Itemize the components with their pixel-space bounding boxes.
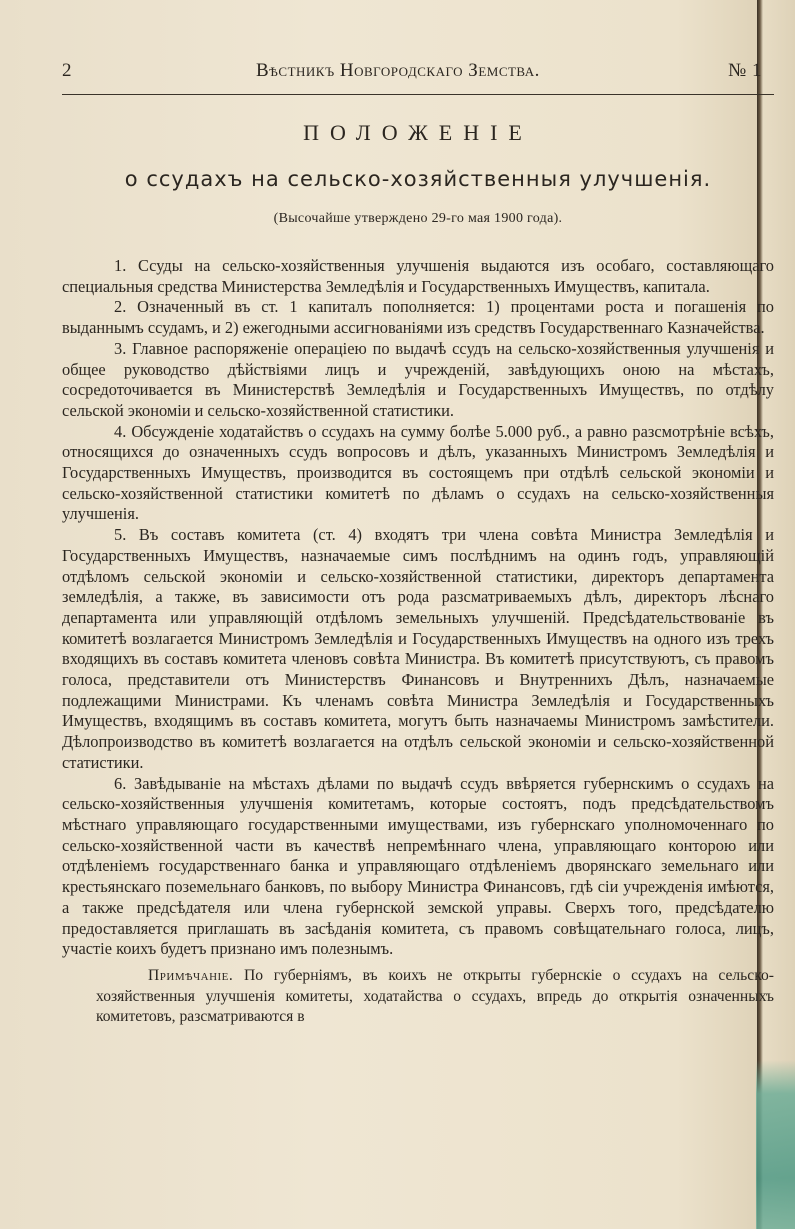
journal-title: Вѣстникъ Новгородскаго Земства. (256, 60, 540, 81)
paragraph-2: 2. Означенный въ ст. 1 капиталъ пополняется: 1) процентами роста и погашенія по выданнымъ ссудамъ, и 2) ежегодными ассигнованіями изъ средствъ Государственнаго Казначейства. (62, 297, 774, 338)
page-number: 2 (62, 60, 72, 81)
teal-tape-stain (756, 1060, 795, 1229)
header-rule (62, 94, 774, 95)
paragraph-5: 5. Въ составъ комитета (ст. 4) входятъ три члена совѣта Министра Земледѣлія и Государственныхъ Имуществъ, назначаемые симъ послѣднимъ на одинъ годъ, управляющій отдѣломъ сельской экономіи и сельско-хозяйственной статистики, директоръ департамента земледѣлія, а также, въ зависимости отъ рода разсматриваемыхъ дѣлъ, директоръ лѣснаго департамента или управляющій отдѣломъ земельныхъ улучшеній. Предсѣдательствованіе въ комитетѣ возлагается Министромъ Земледѣлія и Государственныхъ Имуществъ на одного изъ трехъ входящихъ въ составъ комитета членовъ совѣта Министра. Въ комитетѣ присутствуютъ, съ правомъ голоса, представители отъ Министерствъ Финансовъ и Внутреннихъ Дѣлъ, назначаемые подлежащими Министрами. Къ членамъ совѣта Министра Земледѣлія и Государственныхъ Имуществъ, входящимъ въ составъ комитета, могутъ быть назначаемы Министромъ замѣстители. Дѣлопроизводство въ комитетѣ возлагается на отдѣлъ сельской экономіи и сельско-хозяйственной статистики. (62, 525, 774, 772)
running-header (62, 60, 762, 90)
footnote-text: По губерніямъ, въ коихъ не открыты губернскіе о ссудахъ на сельско-хозяйственныя улучшенія комитеты, ходатайства о ссудахъ, впредь до открытія означенныхъ комитетовъ, разсматриваются в (96, 966, 774, 1026)
footnote-label: Примѣчаніе. (148, 966, 234, 984)
issue-number: № 1 (728, 60, 762, 81)
paragraph-4: 4. Обсужденіе ходатайствъ о ссудахъ на сумму болѣе 5.000 руб., а равно разсмотрѣніе всѣхъ, относящихся до означенныхъ ссудъ вопросовъ и дѣлъ, указанныхъ Министромъ Земледѣлія и Государственныхъ Имуществъ, производится въ состоящемъ при отдѣлѣ сельской экономіи и сельско-хозяйственной статистики комитетѣ по дѣламъ о ссудахъ на сельско-хозяйственныя улучшенія. (62, 421, 774, 524)
paragraph-6: 6. Завѣдываніе на мѣстахъ дѣлами по выдачѣ ссудъ ввѣряется губернскимъ о ссудахъ на сельско-хозяйственныя улучшенія комитетамъ, которые состоятъ, подъ предсѣдательствомъ мѣстнаго управляющаго государственными имуществами, изъ губернскаго уполномоченнаго по сельско-хозяйственной части въ качествѣ непремѣннаго члена, управляющаго конторою или отдѣленіемъ государственнаго банка и управляющаго отдѣленіемъ дворянскаго земельнаго или крестьянскаго поземельнаго банковъ, по выбору Министра Финансовъ, гдѣ сіи учрежденія имѣются, а также предсѣдателя или члена губернской земской управы. Сверхъ того, предсѣдателю предоставляется приглашать въ засѣданія комитета, съ правомъ совѣщательнаго голоса, лицъ, участіе коихъ будетъ признано имъ полезнымъ. (62, 773, 774, 959)
document-body (62, 256, 774, 1028)
document-title: ПОЛОЖЕНІЕ (303, 120, 533, 145)
paragraph-1: 1. Ссуды на сельско-хозяйственныя улучшенія выдаются изъ особаго, составляющаго специальныя средства Министерства Земледѣлія и Государственныхъ Имуществъ, капитала. (62, 256, 774, 296)
footnote (62, 966, 774, 1028)
approval-note: (Высочайше утверждено 29-го мая 1900 года). (273, 211, 563, 226)
document-subtitle: о ссудахъ на сельско-хозяйственныя улучшенія. (124, 167, 712, 191)
paragraph-3: 3. Главное распоряженіе операціею по выдачѣ ссудъ на сельско-хозяйственныя улучшенія и общее руководство дѣйствіями лицъ и учрежденій, завѣдующихъ оною на мѣстахъ, сосредоточивается въ Министерствѣ Земледѣлія и Государственныхъ Имуществъ, по отдѣлу сельской экономіи и сельско-хозяйственной статистики. (62, 338, 774, 420)
